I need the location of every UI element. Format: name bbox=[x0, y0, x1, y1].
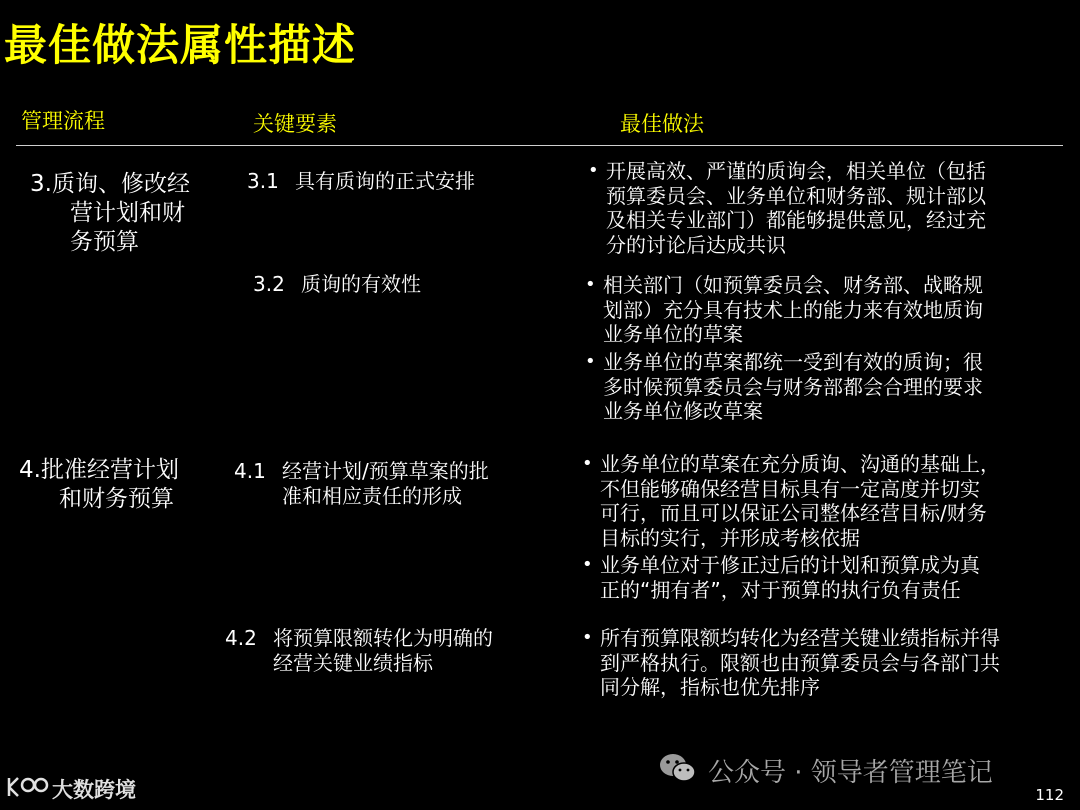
bullet-line: 所有预算限额均转化为经营关键业绩指标并得 bbox=[600, 626, 1000, 650]
bullet-dot: • bbox=[582, 627, 593, 648]
process-line: 务预算 bbox=[70, 229, 139, 255]
element-number: 4.2 bbox=[225, 626, 257, 650]
bullet-line: 及相关专业部门）都能够提供意见，经过充 bbox=[606, 208, 986, 232]
bullet-line: 分的讨论后达成共识 bbox=[606, 232, 786, 257]
bullet-line: 不但能够确保经营目标具有一定高度并切实 bbox=[600, 476, 980, 501]
practice-bullet bbox=[585, 350, 983, 424]
element-text: 将预算限额转化为明确的 bbox=[273, 626, 493, 650]
header-elements: 关键要素 bbox=[253, 112, 337, 136]
bullet-dot: • bbox=[582, 554, 593, 575]
bullet-line: 正的“拥有者”，对于预算的执行负有责任 bbox=[600, 577, 961, 602]
header-process: 管理流程 bbox=[21, 109, 105, 133]
bullet-line: 目标的实行，并形成考核依据 bbox=[600, 525, 860, 550]
element-text: 经营关键业绩指标 bbox=[273, 651, 433, 675]
process-line: 4.批准经营计划 bbox=[19, 457, 179, 483]
brand-name: 大数跨境 bbox=[52, 778, 136, 802]
header-divider bbox=[16, 145, 1063, 146]
bullet-line: 业务单位修改草案 bbox=[603, 399, 763, 423]
header-practice: 最佳做法 bbox=[620, 112, 704, 136]
brand-logo-icon bbox=[6, 774, 50, 800]
element-text: 质询的有效性 bbox=[301, 272, 421, 296]
process-3 bbox=[30, 170, 210, 257]
bullet-line: 可行，而且可以保证公司整体经营目标/财务 bbox=[600, 501, 987, 525]
practice-bullet bbox=[582, 553, 980, 602]
practice-bullet bbox=[582, 626, 1000, 700]
process-line: 和财务预算 bbox=[59, 486, 174, 512]
bullet-line: 业务单位的草案 bbox=[603, 322, 743, 346]
wechat-icon bbox=[658, 752, 698, 784]
process-4 bbox=[19, 456, 209, 514]
element-3-1 bbox=[247, 169, 475, 194]
bullet-dot: • bbox=[585, 351, 596, 372]
element-number: 4.1 bbox=[234, 459, 266, 483]
page-number: 112 bbox=[1035, 786, 1064, 804]
bullet-line: 业务单位对于修正过后的计划和预算成为真 bbox=[600, 553, 980, 577]
bullet-line: 多时候预算委员会与财务部都会合理的要求 bbox=[603, 374, 983, 399]
element-number: 3.2 bbox=[253, 272, 285, 296]
practice-bullet bbox=[582, 452, 1000, 550]
watermark-text: 公众号 · 领导者管理笔记 bbox=[708, 758, 993, 788]
bullet-dot: • bbox=[585, 274, 596, 295]
bullet-line: 到严格执行。限额也由预算委员会与各部门共 bbox=[600, 650, 1000, 675]
element-text: 具有质询的正式安排 bbox=[295, 169, 475, 193]
element-3-2 bbox=[253, 272, 421, 297]
slide-title: 最佳做法属性描述 bbox=[4, 21, 356, 71]
bullet-dot: • bbox=[582, 453, 593, 474]
practice-bullet bbox=[588, 159, 986, 257]
practice-bullet bbox=[585, 273, 983, 347]
bullet-line: 预算委员会、业务单位和财务部、规计部以 bbox=[606, 183, 986, 208]
bullet-line: 相关部门（如预算委员会、财务部、战略规 bbox=[603, 273, 983, 297]
bullet-line: 开展高效、严谨的质询会，相关单位（包括 bbox=[606, 159, 986, 183]
element-4-1 bbox=[234, 459, 489, 509]
bullet-dot: • bbox=[588, 160, 599, 181]
element-text: 准和相应责任的形成 bbox=[282, 484, 462, 508]
element-text: 经营计划/预算草案的批 bbox=[282, 459, 489, 483]
bullet-line: 业务单位的草案在充分质询、沟通的基础上， bbox=[600, 452, 1000, 476]
bullet-line: 业务单位的草案都统一受到有效的质询；很 bbox=[603, 350, 983, 374]
process-line: 3.质询、修改经 bbox=[30, 171, 190, 197]
element-number: 3.1 bbox=[247, 169, 279, 193]
bullet-line: 划部）充分具有技术上的能力来有效地质询 bbox=[603, 297, 983, 322]
element-4-2 bbox=[225, 626, 493, 676]
bullet-line: 同分解，指标也优先排序 bbox=[600, 675, 820, 699]
process-line: 营计划和财 bbox=[70, 200, 185, 226]
